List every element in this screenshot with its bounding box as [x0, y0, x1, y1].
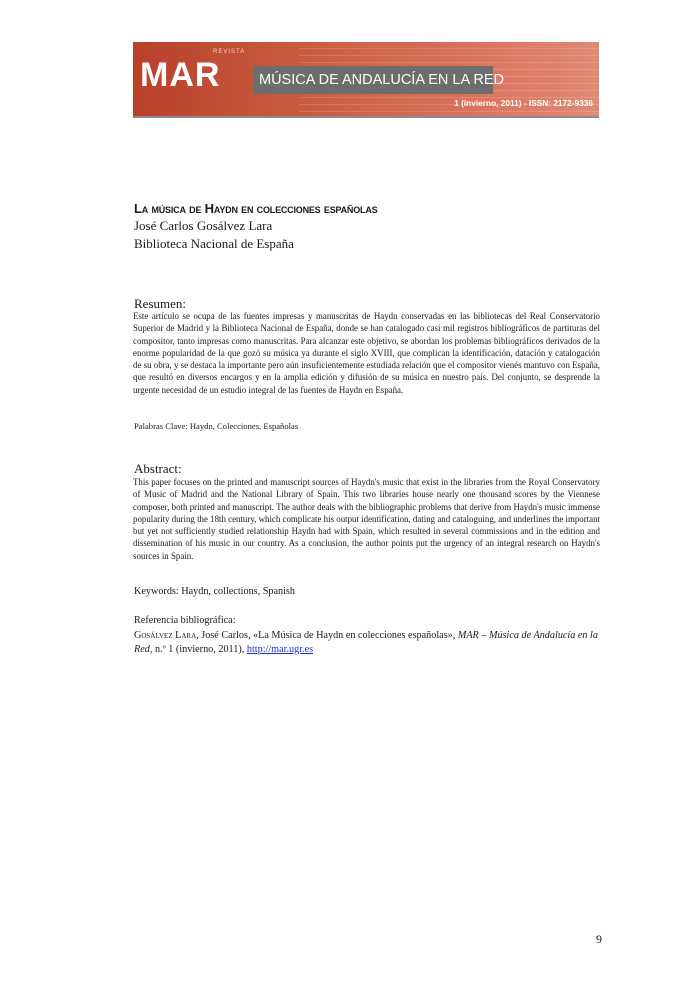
bibliographic-reference: [134, 629, 600, 656]
banner-divider: [133, 116, 599, 118]
article-institution: Biblioteca Nacional de España: [134, 236, 294, 251]
journal-logo: MAR: [140, 56, 221, 94]
reference-author: Gosálvez Lara: [134, 630, 197, 641]
reference-details: , n.º 1 (invierno, 2011),: [149, 643, 247, 655]
resumen-text: Este artículo se ocupa de las fuentes impresas y manuscritas de Haydn conservadas en las bibliotecas del Real Conservatorio Superior de Madrid y la Biblioteca Nacional de España, donde se han catalogado casi mil registros bibliográficos de partituras del compositor, tanto impresas como manuscritas. Para alcanzar este objetivo, se abordan los problemas bibliográficos derivados de la enorme popularidad de la que gozó su música ya durante el siglo XVIII, que complican la identificación, datación y catalogación de su obra, y se destaca la importante pero aún insuficientemente estudiada relación que el compositor vienés mantuvo con España, que resultó en diversos encargos y en la amplia edición y difusión de su música en nuestro país. Del conjunto, se desprende la urgente necesidad de un estudio integral de las fuentes de Haydn en España.: [133, 311, 600, 395]
abstract-keywords: Keywords: Haydn, collections, Spanish: [134, 586, 295, 597]
banner-revista-label: REVISTA: [213, 49, 246, 55]
issue-info: 1 (invierno, 2011) - ISSN: 2172-9336: [454, 98, 593, 108]
reference-url-link[interactable]: http://mar.ugr.es: [246, 643, 314, 655]
resumen-keywords: Palabras Clave: Haydn, Colecciones, Españolas: [134, 421, 299, 431]
journal-banner: [133, 42, 599, 118]
reference-author-rest: , José Carlos, «La Música de Haydn en colecciones españolas»,: [196, 630, 458, 641]
reference-journal: MAR – Música de Andalucía en la Red: [134, 630, 598, 655]
page-number: 9: [596, 932, 602, 946]
journal-title: MÚSICA DE ANDALUCÍA EN LA RED: [259, 72, 504, 88]
reference-heading: Referencia bibliográfica:: [134, 615, 236, 626]
article-author: José Carlos Gosálvez Lara: [134, 218, 273, 233]
resumen-heading: Resumen:: [134, 296, 186, 311]
abstract-text: This paper focuses on the printed and manuscript sources of Haydn's music that exist in the libraries from the Royal Conservatory of Music of Madrid and the National Library of Spain. This two libraries house nearly one thousand scores by the Viennese composer, both printed and manuscript. The author deals with the bibliographic problems that derive from Haydn's music immense popularity during the 18th century, which complicate his output identification, dating and cataloguing, and underlines the important but yet not sufficiently studied relationship Haydn had with Spain, which resulted in several commissions and in the edition and dissemination of his music in our country. As a conclusion, the author points put the urgency of an integral research on Haydn's sources in Spain.: [133, 477, 600, 561]
article-title: La música de Haydn en colecciones españolas: [134, 201, 378, 216]
abstract-heading: Abstract:: [134, 461, 182, 476]
